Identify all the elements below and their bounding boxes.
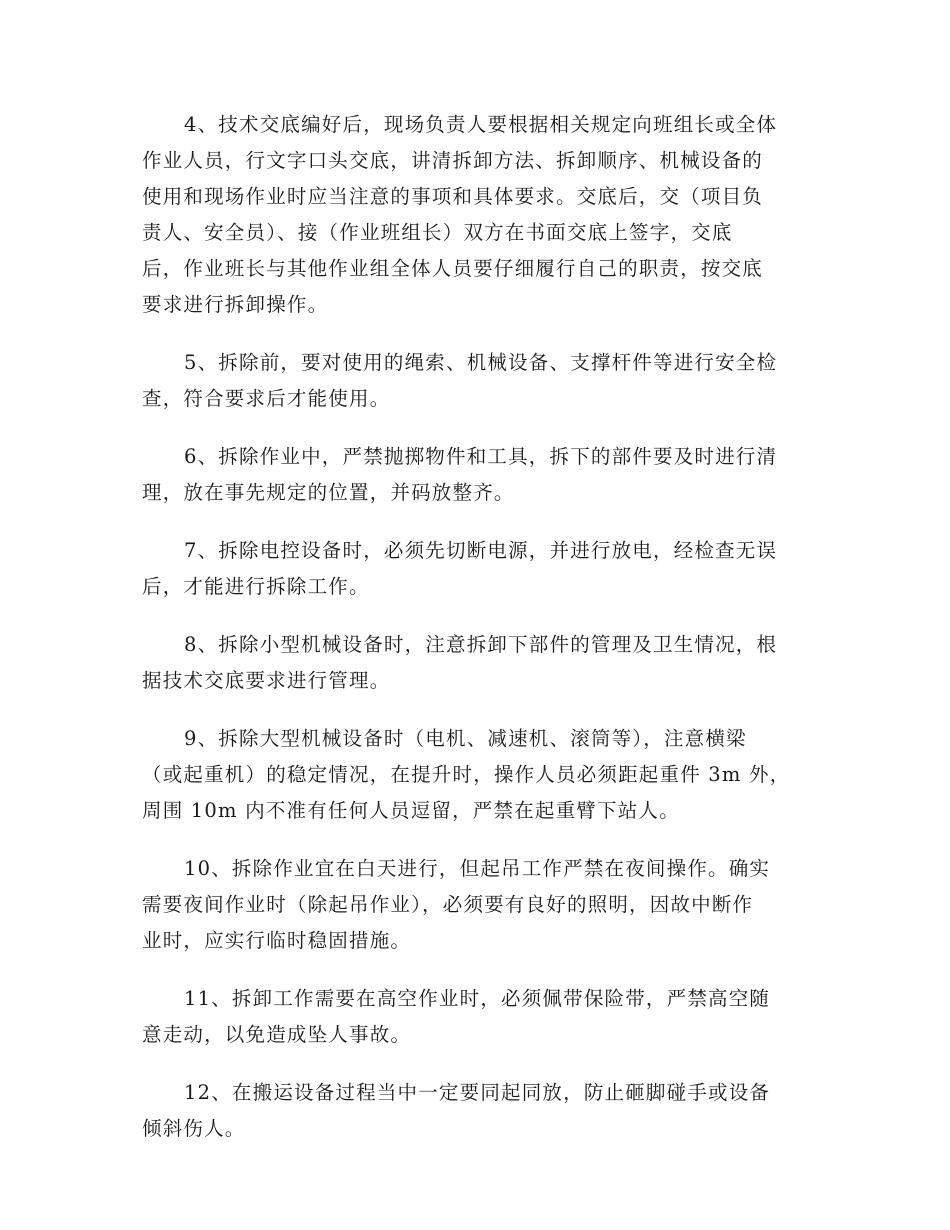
paragraph-line: 5、拆除前，要对使用的绳索、机械设备、支撑杆件等进行安全检 — [184, 351, 778, 374]
paragraph-line: 意走动，以免造成坠人事故。 — [142, 1023, 412, 1046]
paragraph-line: 4、技术交底编好后，现场负责人要根据相关规定向班组长或全体 — [184, 113, 778, 136]
paragraph-item-8 — [142, 627, 808, 699]
paragraph-item-9 — [142, 721, 808, 829]
paragraph-line: 查，符合要求后才能使用。 — [142, 387, 391, 410]
paragraph-line: （或起重机）的稳定情况，在提升时，操作人员必须距起重件 3m 外， — [142, 763, 791, 786]
paragraph-line: 理，放在事先规定的位置，并码放整齐。 — [142, 481, 515, 504]
paragraph-line: 10、拆除作业宜在白天进行，但起吊工作严禁在夜间操作。确实 — [184, 857, 771, 880]
paragraph-item-12 — [142, 1075, 808, 1147]
paragraph-line: 11、拆卸工作需要在高空作业时，必须佩带保险带，严禁高空随 — [184, 987, 771, 1010]
paragraph-line: 作业人员，行文字口头交底，讲清拆卸方法、拆卸顺序、机械设备的 — [142, 149, 764, 172]
paragraph-item-11 — [142, 981, 808, 1053]
paragraph-line: 责人、安全员）、接（作业班组长）双方在书面交底上签字，交底 — [142, 221, 733, 244]
paragraph-line: 倾斜伤人。 — [142, 1117, 246, 1140]
paragraph-line: 8、拆除小型机械设备时，注意拆卸下部件的管理及卫生情况，根 — [184, 633, 778, 656]
paragraph-line: 据技术交底要求进行管理。 — [142, 669, 391, 692]
paragraph-item-7 — [142, 533, 808, 605]
paragraph-line: 6、拆除作业中，严禁抛掷物件和工具，拆下的部件要及时进行清 — [184, 445, 778, 468]
paragraph-item-6 — [142, 439, 808, 511]
paragraph-line: 后，作业班长与其他作业组全体人员要仔细履行自己的职责，按交底 — [142, 257, 764, 280]
paragraph-line: 9、拆除大型机械设备时（电机、减速机、滚筒等），注意横梁 — [184, 727, 747, 750]
paragraph-line: 7、拆除电控设备时，必须先切断电源，并进行放电，经检查无误 — [184, 539, 778, 562]
paragraph-item-10 — [142, 851, 808, 959]
paragraph-item-5 — [142, 345, 808, 417]
paragraph-line: 周围 10m 内不准有任何人员逗留，严禁在起重臂下站人。 — [142, 799, 680, 822]
paragraph-line: 12、在搬运设备过程当中一定要同起同放，防止砸脚碰手或设备 — [184, 1081, 771, 1104]
paragraph-line: 要求进行拆卸操作。 — [142, 293, 329, 316]
paragraph-line: 后，才能进行拆除工作。 — [142, 575, 370, 598]
paragraph-line: 需要夜间作业时（除起吊作业），必须要有良好的照明，因故中断作 — [142, 893, 754, 916]
paragraph-item-4 — [142, 107, 808, 323]
document-body — [142, 107, 808, 1169]
paragraph-line: 使用和现场作业时应当注意的事项和具体要求。交底后，交（项目负 — [142, 185, 764, 208]
paragraph-line: 业时，应实行临时稳固措施。 — [142, 929, 412, 952]
